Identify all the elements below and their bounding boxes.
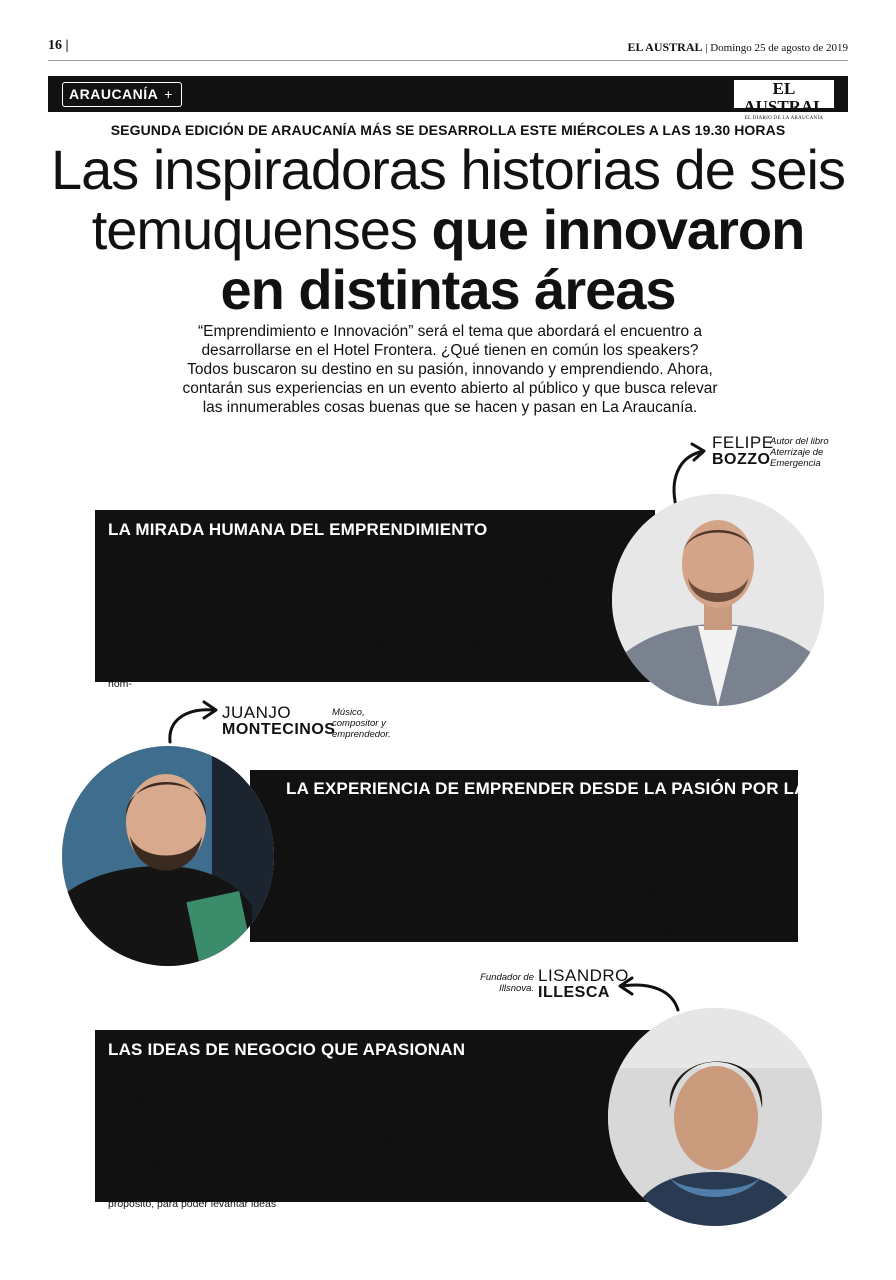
arrow-icon <box>164 700 220 746</box>
paragraph: “Yo no vivo de la música, si no que vivo en la música. Con lo que quiero decir que desde que me dedico a esto en serio, siempre quise tomármelo como si fuera cualquier otra profesión, como una persona que va todos los días a una oficina, en la responsabilidad y rigurosidad con que trabajo. <box>286 808 524 885</box>
section-tag <box>62 82 182 107</box>
paragraph: Creo que todos nos tenemos que hacer cargo de la parte del problema que recae sobre nuestros hom- <box>108 652 352 690</box>
headline-line-2-bold: que innovaron <box>431 198 805 261</box>
logo-tagline: EL DIARIO DE LA ARAUCANÍA <box>744 116 824 121</box>
paragraph: de negocios haciendo algo que de verdad nos guste, nos apasione y nos conecte. <box>362 1068 600 1093</box>
person-last-name: ILLESCA <box>538 984 610 1001</box>
paragraph: Esta es la forma con la que hoy en día estamos articulando ideas de negocios, trabajando con más de 300 alumnos de tercero y cuarto medio de colegios de la Región y enseñándoles sobre este tipo de metodología, a identificar cuáles son las cosas que les encanta hacer, que les apasionan y los conectan para que ellos puedan tener ideas de negocios haciendo algo que de verdad disfruten”. <box>362 1094 600 1197</box>
top-rule <box>48 60 848 61</box>
paragraph: Participaré de Araucanía Más para dar a conocer cuáles han sido las fórmulas que he utilizado para hoy poder vivir de lo que realmente me apasiona y cómo he podido hacerlo desde Temuco sin la necesidad de irme a otra ciudad más ‘central’. <box>538 808 782 872</box>
person-last-name: MONTECINOS <box>222 721 336 738</box>
plus-icon: + <box>164 86 173 102</box>
quote-column-2 <box>362 1068 600 1198</box>
portrait-illustration <box>62 746 274 966</box>
issue-date: Domingo 25 de agosto de 2019 <box>710 42 848 54</box>
newspaper-logo <box>734 79 834 121</box>
person-first-name: LISANDRO <box>538 966 629 985</box>
person-first-name: FELIPE <box>712 433 774 452</box>
brand-name: EL AUSTRAL <box>627 40 703 54</box>
section-label: ARAUCANÍA <box>69 86 159 102</box>
person-last-name: BOZZO <box>712 451 771 468</box>
paragraph: “En Araucanía Más hablaré de la importancia de tener un propósito al momento de emprender, para conectarlo con cada una de las ideas de negocios que nosotros podamos estar levantando. <box>108 1068 350 1119</box>
paragraph: En esta instancia voy a dar una mirada humana al emprendimiento, conectándolo con la resiliencia, el dolor y el fracaso. Con gente normal, porque la capacidad de emprender es parte de nuestra naturaleza para superar la adversidad y no una habilidad de superhéroes”. <box>362 600 604 677</box>
arrow-icon <box>614 974 684 1014</box>
headline-line-2-light: temuquenses <box>91 198 432 261</box>
masthead-dateline: EL AUSTRAL | Domingo 25 de agosto de 2019 <box>627 40 848 54</box>
person-role: Músico, compositor y emprendedor. <box>332 707 391 740</box>
headline-line-1: Las inspiradoras historias de seis <box>51 138 845 201</box>
portrait-photo-montecinos <box>62 746 274 966</box>
person-first-name: JUANJO <box>222 703 292 722</box>
headline <box>48 140 848 320</box>
quote-column-1 <box>108 548 352 691</box>
person-role: Fundador de Illsnova. <box>480 972 534 994</box>
quote-column-1 <box>286 808 524 938</box>
portrait-illustration <box>608 1008 822 1226</box>
paragraph: La música como emprendimiento tiene muchas historias y anécdotas, algunas de ellas para tocar, para grabar, hay muchas historias que es necesario contar acerca del camino que he recorrido como artista para hacer lo que hago”. <box>538 873 782 937</box>
page-number: 16 | <box>48 38 69 53</box>
kicker: SEGUNDA EDICIÓN DE ARAUCANÍA MÁS SE DESARROLLA ESTE MIÉRCOLES A LAS 19.30 HORAS <box>110 122 786 138</box>
portrait-photo-illesca <box>608 1008 822 1226</box>
block-title: LA MIRADA HUMANA DEL EMPRENDIMIENTO <box>108 520 488 539</box>
paragraph: Quise que fuera un oficio digno, que me permitiera vivir sin ningún tipo de precariedad y que a la vez me diera la oportunidad de darle trabajo a otras personas. <box>286 886 524 937</box>
portrait-illustration <box>612 494 824 706</box>
logo-name: EL AUSTRAL <box>743 79 825 116</box>
paragraph: bros. Y yo como escritor y profesor de la Universidad Mayor, creo que debo ayudar a crear conciencia de la necesidad de cambio; por eso quise ser parte de Araucanía Más. <box>362 548 604 599</box>
headline-line-2 <box>48 200 848 260</box>
person-role: Autor del libro Aterrizaje de Emergencia <box>770 436 829 469</box>
person-name-montecinos <box>222 704 335 738</box>
page-number-text: 16 <box>48 38 62 53</box>
quote-column-2 <box>538 808 782 938</box>
block-title: LA EXPERIENCIA DE EMPRENDER DESDE LA PASIÓN POR LA MÚSICA <box>286 779 880 798</box>
quote-column-2 <box>362 548 604 678</box>
block-title: LAS IDEAS DE NEGOCIO QUE APASIONAN <box>108 1040 466 1059</box>
paragraph: Me referiré a cómo se puede llegar a descubrir ese propósito cuando muchas veces nos encontramos con inconvenientes , pero al final siempre llegamos a un punto donde nos damos cuenta que la vida nos ha estado preparando para una cosa. Es importante conectarse con ese propósito, para poder levantar ideas <box>108 1120 350 1210</box>
paragraph: “El emprendimiento nos permite poner a funcionar todas nuestras capacidades como región, que son enormes y es el único puente que nos permite salir de la situación de rezago económico y social, porque las políticas públicas por sí solas jamás lo conseguirán. Tenemos más de cincuenta mil estudiantes, multiculturalidad y un mega potencial turístico y hay que ponerlos a funcionar. <box>108 548 352 651</box>
portrait-photo-bozzo <box>612 494 824 706</box>
quote-column-1 <box>108 1068 350 1211</box>
person-name-bozzo <box>712 434 774 468</box>
deck: “Emprendimiento e Innovación” será el tema que abordará el encuentro a desarrollarse en el Hotel Frontera. ¿Qué tienen en común los speakers? Todos buscaron su destino en su pasión, innovando y emprendiendo. Ahora, contarán sus experiencias en un evento abierto al público y que busca relevar las innumerables cosas buenas que se hacen y pasan en La Araucanía. <box>182 323 718 416</box>
headline-line-3: en distintas áreas <box>220 258 676 321</box>
